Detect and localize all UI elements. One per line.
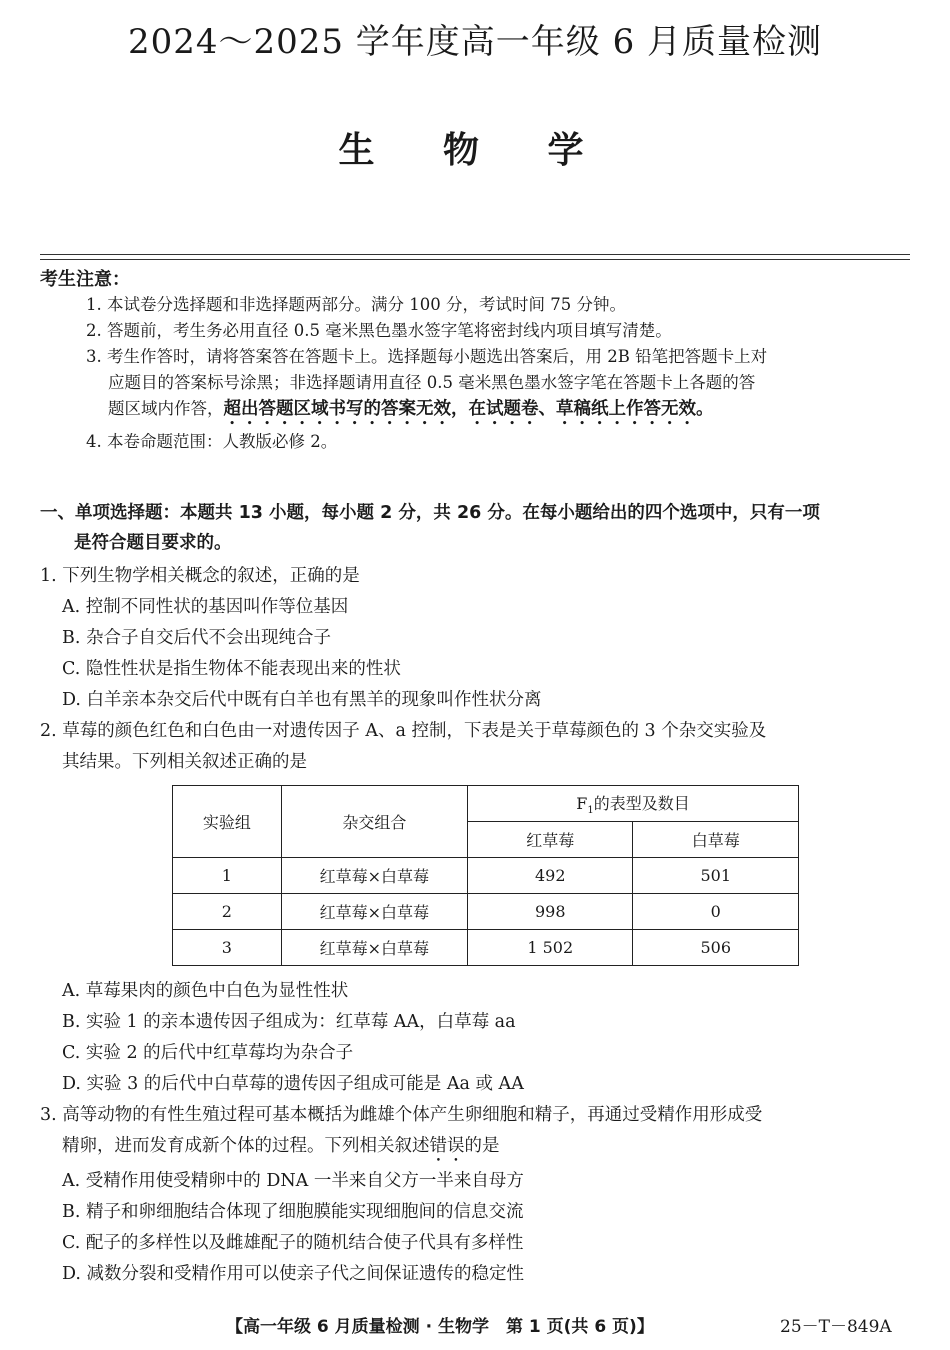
notice-item-3-line-2: 应题目的答案标号涂黑；非选择题请用直径 0.5 毫米黑色墨水签字笔在答题卡上各题的答	[108, 373, 756, 392]
question-2-option-a: A. 草莓果肉的颜色中白色为显性性状	[62, 981, 349, 1001]
cell-red: 1 502	[468, 930, 633, 966]
question-1-stem: 1. 下列生物学相关概念的叙述，正确的是	[40, 566, 360, 586]
question-1-option-b: B. 杂合子自交后代不会出现纯合子	[62, 628, 331, 648]
question-3-option-d: D. 减数分裂和受精作用可以使亲子代之间保证遗传的稳定性	[62, 1264, 525, 1284]
notice-item-4: 4. 本卷命题范围：人教版必修 2。	[86, 432, 338, 451]
question-3-option-a: A. 受精作用使受精卵中的 DNA 一半来自父方一半来自母方	[62, 1171, 524, 1191]
footer-center: 【高一年级 6 月质量检测 · 生物学 第 1 页(共 6 页)】	[226, 1317, 654, 1337]
subject-title: 生 物 学	[338, 130, 612, 171]
question-3-stem-emphasis: 错误	[429, 1136, 465, 1156]
table-row	[173, 930, 799, 966]
exam-title: 2024～2025 学年度高一年级 6 月质量检测	[127, 22, 823, 62]
footer-code: 25－T－849A	[780, 1317, 892, 1337]
cell-white: 501	[633, 858, 799, 894]
table-row	[173, 858, 799, 894]
cell-cross: 红草莓×白草莓	[281, 894, 467, 930]
cell-white: 0	[633, 894, 799, 930]
question-2-stem-line-2: 其结果。下列相关叙述正确的是	[62, 752, 307, 772]
question-2-option-d: D. 实验 3 的后代中白草莓的遗传因子组成可能是 Aa 或 AA	[62, 1074, 524, 1094]
notice-item-3-line-3	[86, 396, 916, 429]
question-3-option-b: B. 精子和卵细胞结合体现了细胞膜能实现细胞间的信息交流	[62, 1202, 524, 1222]
question-3-stem-after: 的是	[464, 1136, 500, 1156]
cell-white: 506	[633, 930, 799, 966]
question-1-option-d: D. 白羊亲本杂交后代中既有白羊也有黑羊的现象叫作性状分离	[62, 690, 542, 710]
notice-item-3-emphasis: 超出答题区域书写的答案无效，在试题卷、草稿纸上作答无效。	[223, 399, 714, 419]
question-2-options	[40, 976, 915, 1290]
header-f1-subscript: 1	[587, 805, 594, 817]
header-group: 实验组	[173, 786, 282, 858]
section-heading-line-2: 是符合题目要求的。	[74, 533, 232, 553]
question-2-option-b: B. 实验 1 的亲本遗传因子组成为：红草莓 AA，白草莓 aa	[62, 1012, 516, 1032]
header-f1	[468, 786, 799, 822]
divider-top	[40, 254, 910, 255]
section-heading-line-1: 一、单项选择题：本题共 13 小题，每小题 2 分，共 26 分。在每小题给出的四个选项中，只有一项	[40, 503, 820, 523]
question-1-option-a: A. 控制不同性状的基因叫作等位基因	[62, 597, 349, 617]
cell-red: 998	[468, 894, 633, 930]
notice-item-3-line-1: 3. 考生作答时，请将答案答在答题卡上。选择题每小题选出答案后，用 2B 铅笔把答题卡上对	[86, 347, 768, 366]
question-3-stem-line-1: 3. 高等动物的有性生殖过程可基本概括为雌雄个体产生卵细胞和精子，再通过受精作用形成受	[40, 1105, 763, 1125]
header-red: 红草莓	[468, 822, 633, 858]
question-3-stem-before: 精卵，进而发育成新个体的过程。下列相关叙述	[62, 1136, 430, 1156]
notice-item-1: 1. 本试卷分选择题和非选择题两部分。满分 100 分，考试时间 75 分钟。	[86, 295, 626, 314]
question-3-option-c: C. 配子的多样性以及雌雄配子的随机结合使子代具有多样性	[62, 1233, 524, 1253]
question-2-option-c: C. 实验 2 的后代中红草莓均为杂合子	[62, 1043, 354, 1063]
header-cross: 杂交组合	[281, 786, 467, 858]
section-heading	[40, 498, 915, 558]
notice-heading: 考生注意：	[40, 269, 130, 290]
strawberry-cross-table	[172, 785, 799, 966]
cell-cross: 红草莓×白草莓	[281, 930, 467, 966]
notice-item-2: 2. 答题前，考生务必用直径 0.5 毫米黑色墨水签字笔将密封线内项目填写清楚。	[86, 321, 672, 340]
notice-block	[86, 292, 916, 455]
header-f1-suffix: 的表型及数目	[593, 793, 690, 813]
question-1	[40, 561, 915, 778]
divider-bottom	[40, 259, 910, 260]
question-3-stem-line-2	[40, 1131, 915, 1166]
notice-item-3-plain: 题区域内作答，	[108, 399, 224, 418]
question-2-stem-line-1: 2. 草莓的颜色红色和白色由一对遗传因子 A、a 控制，下表是关于草莓颜色的 3 个杂交实验及	[40, 721, 767, 741]
header-f1-prefix: F	[576, 793, 588, 813]
table-row	[173, 894, 799, 930]
cell-red: 492	[468, 858, 633, 894]
cell-group: 1	[173, 858, 282, 894]
cell-group: 3	[173, 930, 282, 966]
cell-group: 2	[173, 894, 282, 930]
question-1-option-c: C. 隐性性状是指生物体不能表现出来的性状	[62, 659, 401, 679]
header-white: 白草莓	[633, 822, 799, 858]
cell-cross: 红草莓×白草莓	[281, 858, 467, 894]
